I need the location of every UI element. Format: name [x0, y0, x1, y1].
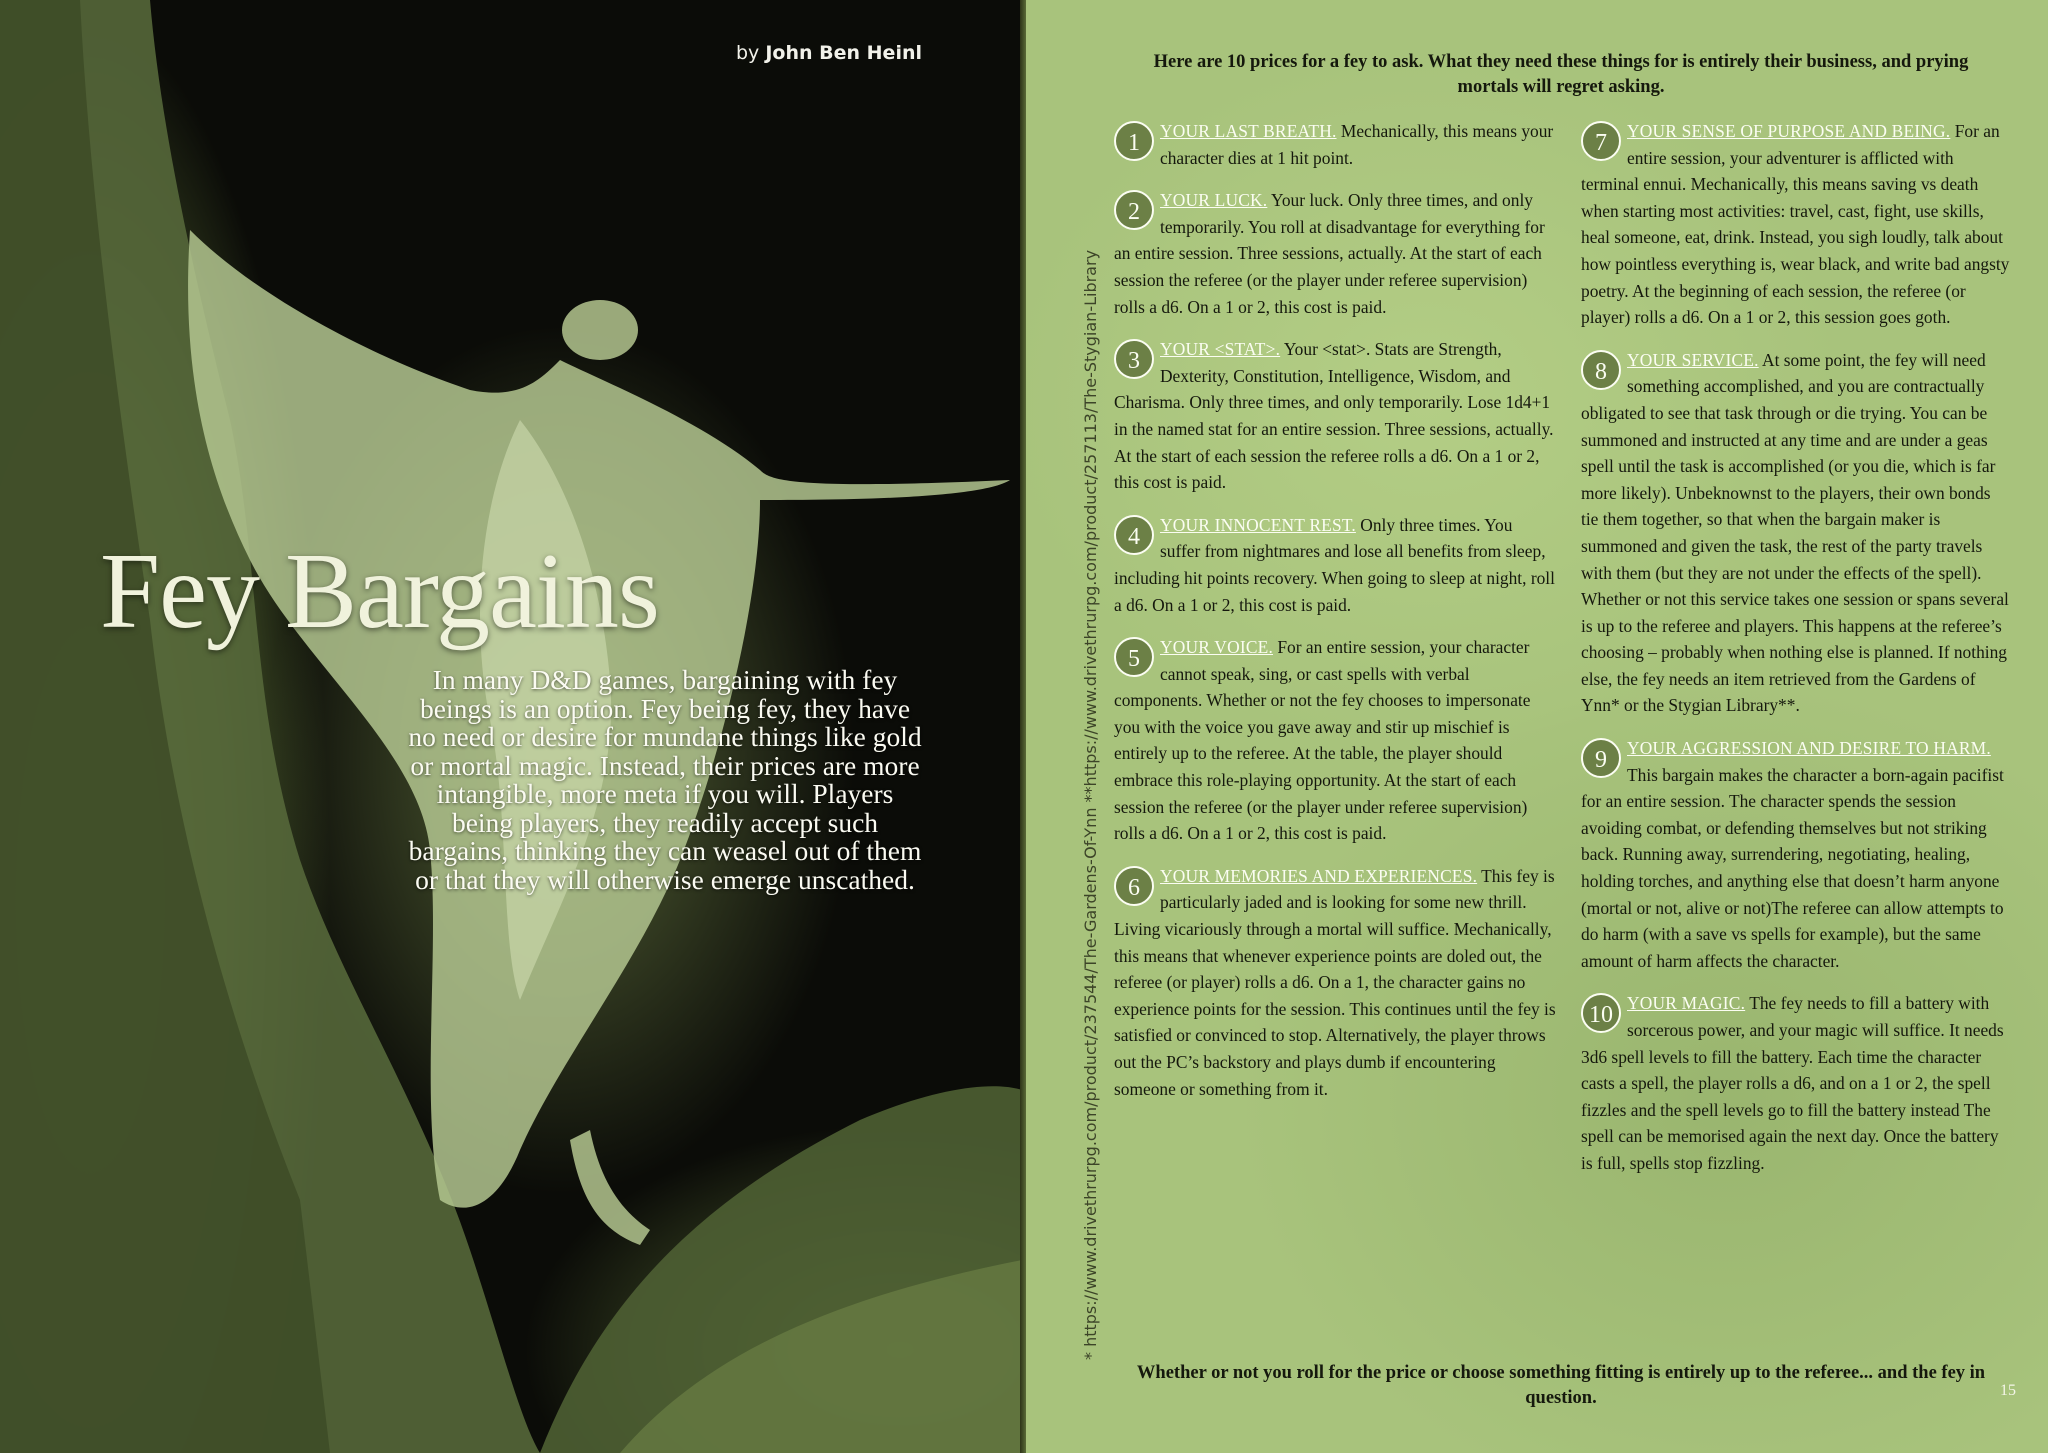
entry-heading: YOUR LUCK.: [1160, 190, 1268, 211]
entry-heading: YOUR SERVICE.: [1627, 349, 1759, 370]
entry-text: Your luck. Only three times, and only temporarily. You roll at disadvantage for everything for an entire session. Three sessions, actually. At the start of each session the referee (or the player under referee supervision) rolls a d6. On a 1 or 2, this cost is paid.: [1114, 190, 1545, 317]
entry-heading: YOUR VOICE.: [1160, 637, 1273, 658]
price-entry: [1581, 990, 2011, 1176]
entry-text: Your <stat>. Stats are Strength, Dexterity, Constitution, Intelligence, Wisdom, and Charisma. Only three times, and only temporarily. Lose 1d4+1 in the named stat for an entire session. Three sessions, actually. At the start of each session the referee rolls a d6. On a 1 or 2, this cost is paid.: [1114, 339, 1554, 493]
entry-heading: YOUR MEMORIES AND EXPERIENCES.: [1160, 865, 1478, 886]
number-badge: 1: [1114, 121, 1154, 161]
footnote-urls: * https://www.drivethrurpg.com/product/237544/The-Gardens-Of-Ynn **https://www.drivethrurpg.com/product/257113/The-Stygian-Library: [1081, 249, 1100, 1360]
entry-text: Mechanically, this means your character dies at 1 hit point.: [1160, 121, 1554, 168]
price-entry: [1581, 347, 2011, 719]
entry-text: This bargain makes the character a born-again pacifist for an entire session. The character spends the session avoiding combat, or defending themselves but not striking back. Running away, surrendering, negotiating, healing, holding torches, and anything else that doesn’t harm anyone (mortal or not, alive or not)The referee can allow attempts to do harm (with a save vs spells for example), but the same amount of harm affects the character.: [1581, 764, 2004, 971]
price-entry: [1114, 863, 1556, 1102]
price-entry: [1114, 512, 1556, 618]
byline: [736, 42, 922, 64]
number-badge: 5: [1114, 637, 1154, 677]
number-badge: 6: [1114, 866, 1154, 906]
price-entry: [1114, 634, 1556, 847]
entry-text: This fey is particularly jaded and is looking for some new thrill. Living vicariously through a mortal will suffice. Mechanically, this means that whenever experience points are doled out, the referee (or player) rolls a d6. On a 1, the character gains no experience points for the session. This continues until the fey is satisfied or convinced to stop. Alternatively, the player throws out the PC’s backstory and plays dumb if encountering someone or something from it.: [1114, 865, 1556, 1099]
number-badge: 8: [1581, 350, 1621, 390]
intro-paragraph: In many D&D games, bargaining with fey beings is an option. Fey being fey, they have no need or desire for mundane things like gold or mortal magic. Instead, their prices are more intangible, more meta if you will. Players being players, they readily accept such bargains, thinking they can weasel out of them or that they will otherwise emerge unscathed.: [408, 664, 922, 895]
entry-heading: YOUR SENSE OF PURPOSE AND BEING.: [1627, 121, 1951, 141]
price-list-intro: Here are 10 prices for a fey to ask. What they need these things for is entirely their business, and prying mortals will regret asking.: [1153, 52, 1969, 97]
number-badge: 4: [1114, 515, 1154, 555]
column-right: [1581, 118, 2011, 1193]
column-left: [1114, 118, 1556, 1118]
entry-heading: YOUR LAST BREATH.: [1160, 121, 1337, 141]
number-badge: 3: [1114, 339, 1154, 379]
page-number: 15: [2000, 1382, 2016, 1399]
number-badge: 9: [1581, 738, 1621, 778]
entry-text: At some point, the fey will need something accomplished, and you are contractually obligated to see that task through or die trying. You can be summoned and instructed at any time and are under a geas spell until the task is accomplished (or you die, which is far more likely). Unbeknownst to the players, their own bonds tie them together, so that when the bargain maker is summoned and given the task, the rest of the party travels with them (but they are not under the effects of the spell). Whether or not this service takes one session or spans several is up to the referee and players. This happens at the referee’s choosing – probably when nothing else is planned. If nothing else, the fey needs an item retrieved from the Gardens of Ynn* or the Stygian Library**.: [1581, 349, 2009, 716]
entry-text: The fey needs to fill a battery with sorcerous power, and your magic will suffice. It needs 3d6 spell levels to fill the battery. Each time the character casts a spell, the player rolls a d6, and on a 1 or 2, the spell fizzles and the spell levels go to fill the battery instead The spell can be memorised again the next day. Once the battery is full, spells stop fizzling.: [1581, 993, 2004, 1173]
entry-heading: YOUR MAGIC.: [1627, 993, 1746, 1014]
left-page: [0, 0, 1022, 1453]
entry-heading: YOUR <STAT>.: [1160, 339, 1281, 360]
entry-text: For an entire session, your adventurer is afflicted with terminal ennui. Mechanically, this means saving vs death when starting most activities: travel, cast, fight, use skills, heal someone, eat, drink. Instead, you sigh loudly, talk about how pointless everything is, wear black, and write bad angsty poetry. At the beginning of each session, the referee (or player) rolls a d6. On a 1 or 2, this session goes goth.: [1581, 121, 2010, 328]
right-page: [1026, 0, 2048, 1453]
price-entry: [1581, 118, 2011, 331]
entry-text: For an entire session, your character cannot speak, sing, or cast spells with verbal components. Whether or not the fey chooses to impersonate you with the voice you gave away and stir up mischief is entirely up to the referee. At the table, the player should embrace this role-playing opportunity. At the start of each session the referee (or the player under referee supervision) rolls a d6. On a 1 or 2, this cost is paid.: [1114, 637, 1531, 844]
number-badge: 10: [1581, 993, 1621, 1033]
number-badge: 2: [1114, 190, 1154, 230]
byline-prefix: by: [736, 42, 760, 64]
entry-heading: YOUR INNOCENT REST.: [1160, 514, 1356, 535]
entry-text: Only three times. You suffer from nightmares and lose all benefits from sleep, including hit points recovery. When going to sleep at night, roll a d6. On a 1 or 2, this cost is paid.: [1114, 514, 1555, 615]
article-title: Fey Bargains: [100, 532, 659, 651]
author-name: John Ben Heinl: [765, 42, 922, 64]
price-entry: [1114, 118, 1556, 171]
closing-note: Whether or not you roll for the price or choose something fitting is entirely up to the referee... and the fey in question.: [1136, 1363, 1986, 1408]
price-entry: [1114, 336, 1556, 496]
entry-heading: YOUR AGGRESSION AND DESIRE TO HARM.: [1627, 738, 1991, 759]
price-entry: [1581, 735, 2011, 974]
number-badge: 7: [1581, 121, 1621, 161]
price-entry: [1114, 187, 1556, 320]
